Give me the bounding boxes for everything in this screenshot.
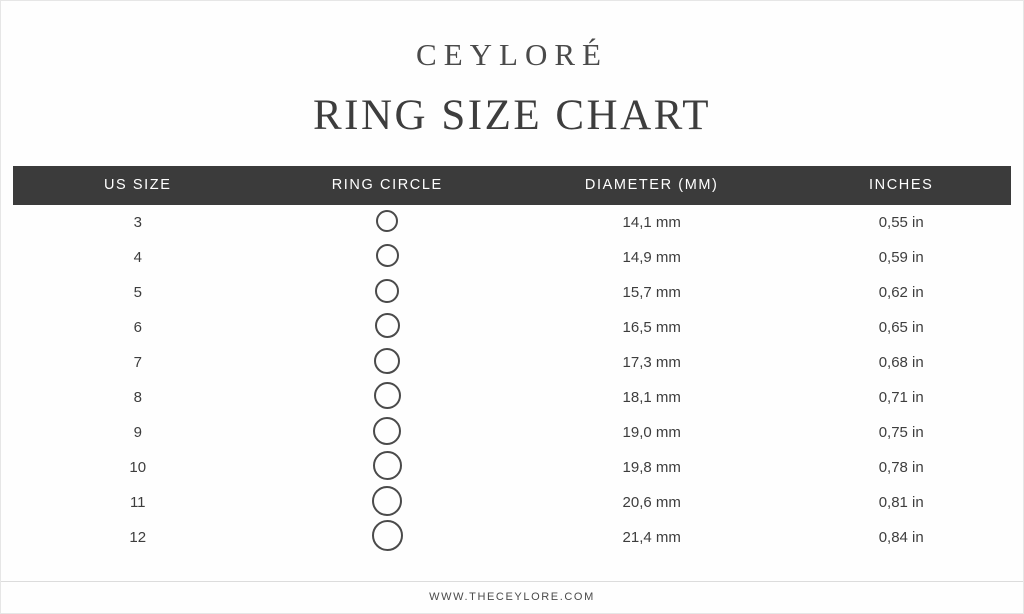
cell-us-size: 8 [133, 389, 142, 406]
table-row [13, 310, 1011, 345]
cell-us-size: 5 [133, 284, 142, 301]
brand-title: CEYLORÉ [416, 37, 608, 72]
cell-diameter: 16,5 mm [622, 319, 681, 336]
cell-inches: 0,59 in [878, 249, 924, 266]
cell-ring-circle [263, 205, 513, 240]
table-row [13, 275, 1011, 310]
table-row [13, 380, 1011, 415]
ring-circle-icon [376, 210, 398, 232]
cell-us-size: 11 [129, 494, 146, 511]
ring-size-table [13, 166, 1011, 555]
table-row [13, 520, 1011, 555]
cell-inches: 0,75 in [878, 424, 924, 441]
table-body [13, 205, 1011, 555]
ring-circle-icon [373, 417, 401, 445]
cell-ring-circle [263, 240, 513, 275]
ring-circle-icon [374, 348, 400, 374]
ring-circle-icon [373, 451, 402, 480]
cell-diameter: 14,9 mm [622, 249, 681, 266]
cell-inches: 0,78 in [878, 459, 924, 476]
cell-inches: 0,84 in [878, 529, 924, 546]
cell-inches: 0,55 in [878, 214, 924, 231]
cell-us-size: 3 [133, 214, 142, 231]
cell-us-size: 12 [129, 529, 147, 546]
cell-ring-circle [263, 520, 513, 555]
ring-circle-icon [375, 313, 400, 338]
page-title: RING SIZE CHART [312, 92, 712, 139]
column-header-diameter: DIAMETER (MM) [512, 166, 791, 205]
cell-us-size: 7 [133, 354, 142, 371]
table-row [13, 450, 1011, 485]
cell-inches: 0,68 in [878, 354, 924, 371]
size-table-container [1, 166, 1023, 555]
cell-ring-circle [263, 450, 513, 485]
table-header-row [13, 166, 1011, 205]
cell-inches: 0,81 in [878, 494, 924, 511]
cell-inches: 0,71 in [878, 389, 924, 406]
cell-inches: 0,65 in [878, 319, 924, 336]
cell-diameter: 15,7 mm [622, 284, 681, 301]
table-row [13, 205, 1011, 240]
cell-us-size: 4 [133, 249, 142, 266]
cell-us-size: 10 [129, 459, 147, 476]
column-header-ring-circle: RING CIRCLE [263, 166, 513, 205]
cell-diameter: 14,1 mm [622, 214, 681, 231]
cell-diameter: 17,3 mm [622, 354, 681, 371]
table-row [13, 345, 1011, 380]
ring-circle-icon [372, 520, 403, 551]
cell-ring-circle [263, 485, 513, 520]
cell-diameter: 19,0 mm [622, 424, 681, 441]
table-header [13, 166, 1011, 205]
cell-diameter: 21,4 mm [622, 529, 681, 546]
ring-circle-icon [372, 486, 402, 516]
cell-ring-circle [263, 275, 513, 310]
table-row [13, 240, 1011, 275]
cell-diameter: 18,1 mm [622, 389, 681, 406]
cell-ring-circle [263, 380, 513, 415]
cell-diameter: 19,8 mm [622, 459, 681, 476]
ring-circle-icon [375, 279, 399, 303]
cell-inches: 0,62 in [878, 284, 924, 301]
footer-website: WWW.THECEYLORE.COM [1, 581, 1023, 613]
column-header-inches: INCHES [791, 166, 1011, 205]
table-row [13, 415, 1011, 450]
cell-diameter: 20,6 mm [622, 494, 681, 511]
cell-ring-circle [263, 310, 513, 345]
cell-ring-circle [263, 345, 513, 380]
ring-circle-icon [376, 244, 399, 267]
table-row [13, 485, 1011, 520]
cell-us-size: 9 [133, 424, 142, 441]
cell-ring-circle [263, 415, 513, 450]
cell-us-size: 6 [133, 319, 142, 336]
column-header-us-size: US SIZE [13, 166, 263, 205]
ring-circle-icon [374, 382, 401, 409]
